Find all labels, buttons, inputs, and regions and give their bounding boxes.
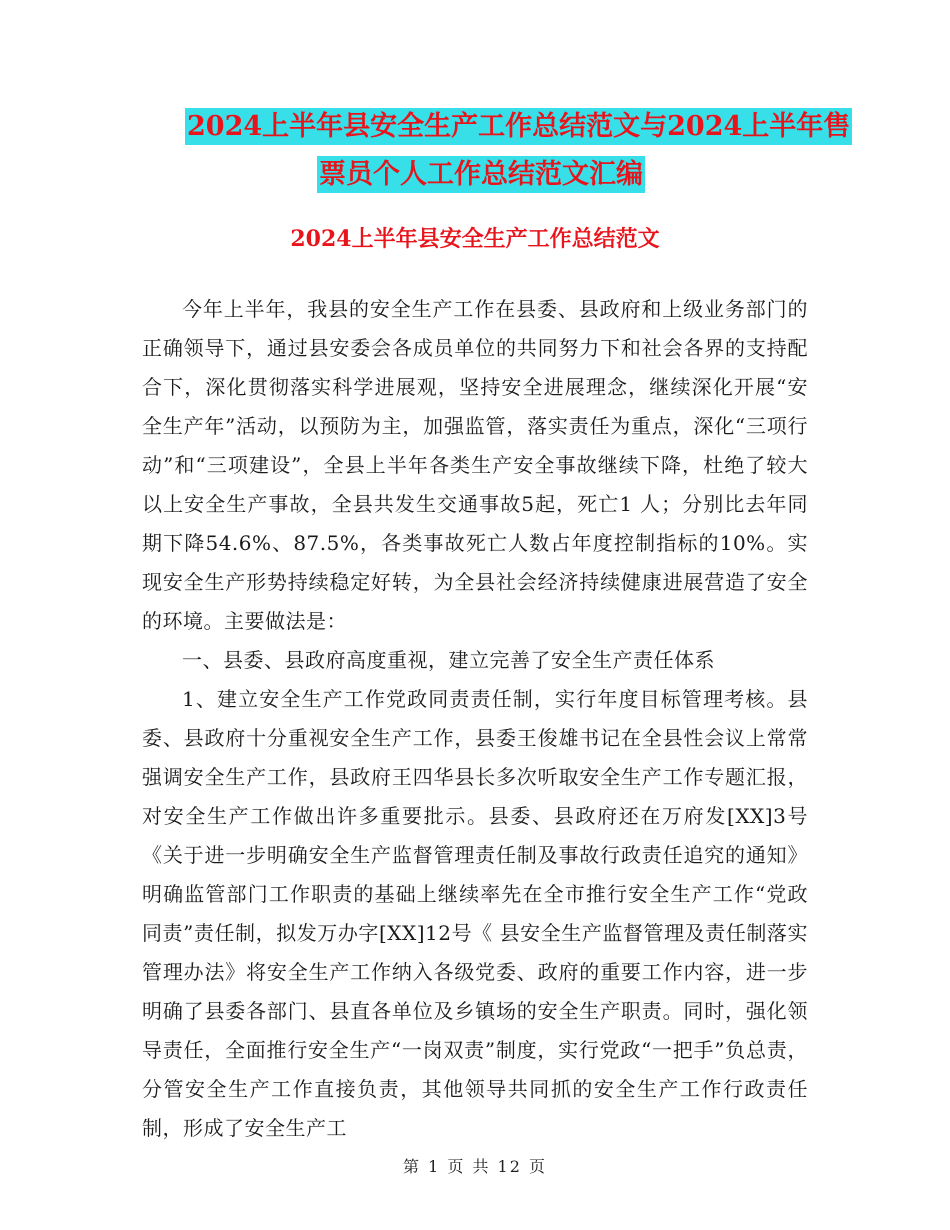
section-title: 2024上半年县安全生产工作总结范文 [290, 226, 660, 252]
main-title-line-2: 票员个人工作总结范文汇编 [317, 156, 645, 193]
document-body [142, 290, 808, 1148]
body-paragraph: 1、建立安全生产工作党政同责责任制，实行年度目标管理考核。县委、县政府十分重视安全生产工作，县委王俊雄书记在全县性会议上常常强调安全生产工作，县政府王四华县长多次听取安全生产工作专题汇报，对安全生产工作做出许多重要批示。县委、县政府还在万府发[XX]3号《关于进一步明确安全生产监督管理责任制及事故行政责任追究的通知》明确监管部门工作职责的基础上继续率先在全市推行安全生产工作“党政同责”责任制，拟发万办字[XX]12号《 县安全生产监督管理及责任制落实管理办法》将安全生产工作纳入各级党委、政府的重要工作内容，进一步明确了县委各部门、县直各单位及乡镇场的安全生产职责。同时，强化领导责任，全面推行安全生产“一岗双责”制度，实行党政“一把手”负总责，分管安全生产工作直接负责，其他领导共同抓的安全生产工作行政责任制，形成了安全生产工 [142, 687, 808, 1140]
body-paragraph: 今年上半年，我县的安全生产工作在县委、县政府和上级业务部门的正确领导下，通过县安委会各成员单位的共同努力下和社会各界的支持配合下，深化贯彻落实科学进展观，坚持安全进展理念，继续深化开展“安全生产年”活动，以预防为主，加强监管，落实责任为重点，深化“三项行动”和“三项建设”，全县上半年各类生产安全事故继续下降，杜绝了较大以上安全生产事故，全县共发生交通事故5起，死亡1 人；分别比去年同期下降54.6%、87.5%，各类事故死亡人数占年度控制指标的10%。实现安全生产形势持续稳定好转，为全县社会经济持续健康进展营造了安全的环境。主要做法是： [142, 297, 808, 633]
page-number-footer: 第 1 页 共 12 页 [403, 1157, 547, 1176]
main-title-line-1: 2024上半年县安全生产工作总结范文与2024上半年售 [185, 108, 852, 145]
body-paragraph: 一、县委、县政府高度重视，建立完善了安全生产责任体系 [182, 648, 715, 672]
